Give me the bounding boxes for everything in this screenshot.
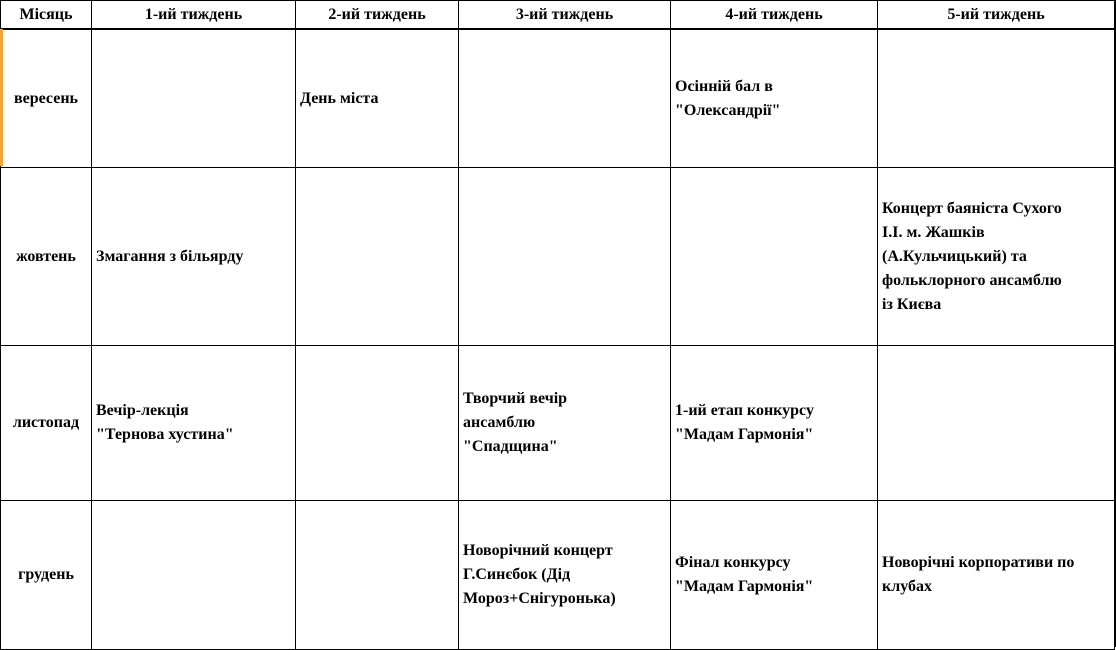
event-cell[interactable]: Новорічні корпоративи по клубах: [878, 501, 1115, 650]
event-cell[interactable]: [296, 168, 459, 346]
event-cell[interactable]: [459, 29, 671, 168]
event-cell[interactable]: [878, 29, 1115, 168]
event-cell[interactable]: Осінній бал в "Олександрії": [671, 29, 878, 168]
month-cell[interactable]: вересень: [1, 29, 92, 168]
header-week-1[interactable]: 1-ий тиждень: [92, 1, 296, 30]
month-cell[interactable]: грудень: [1, 501, 92, 650]
table-row: [1, 501, 1115, 650]
event-cell[interactable]: Концерт баяніста Сухого І.І. м. Жашків (А.Кульчицький) та фольклорного ансамблю із Києва: [878, 168, 1115, 346]
event-cell[interactable]: Змагання з більярду: [92, 168, 296, 346]
event-cell[interactable]: [296, 346, 459, 501]
header-week-4[interactable]: 4-ий тиждень: [671, 1, 878, 30]
event-cell[interactable]: [671, 168, 878, 346]
table-row: [1, 29, 1115, 168]
header-week-5[interactable]: 5-ий тиждень: [878, 1, 1115, 30]
month-cell[interactable]: жовтень: [1, 168, 92, 346]
event-cell[interactable]: [296, 501, 459, 650]
event-cell[interactable]: Новорічний концерт Г.Синєбок (Дід Мороз+Снігуронька): [459, 501, 671, 650]
header-week-3[interactable]: 3-ий тиждень: [459, 1, 671, 30]
event-cell[interactable]: [878, 346, 1115, 501]
event-cell[interactable]: Вечір-лекція "Тернова хустина": [92, 346, 296, 501]
event-cell[interactable]: [459, 168, 671, 346]
event-cell[interactable]: День міста: [296, 29, 459, 168]
header-row: [1, 1, 1115, 30]
event-cell[interactable]: Творчий вечір ансамблю "Спадщина": [459, 346, 671, 501]
header-week-2[interactable]: 2-ий тиждень: [296, 1, 459, 30]
month-cell[interactable]: листопад: [1, 346, 92, 501]
selection-accent: [0, 29, 3, 166]
event-cell[interactable]: [92, 501, 296, 650]
event-cell[interactable]: [92, 29, 296, 168]
table-row: [1, 346, 1115, 501]
event-cell[interactable]: Фінал конкурсу "Мадам Гармонія": [671, 501, 878, 650]
event-cell[interactable]: 1-ий етап конкурсу "Мадам Гармонія": [671, 346, 878, 501]
header-month[interactable]: Місяць: [1, 1, 92, 30]
table-row: [1, 168, 1115, 346]
